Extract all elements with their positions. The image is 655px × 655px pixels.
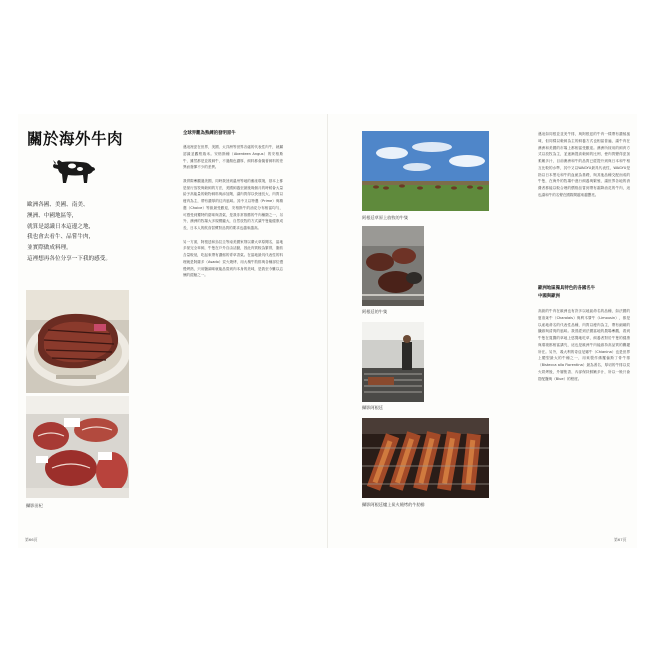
photo-caption: 阿根廷草原上放牧的牛隻	[362, 215, 409, 220]
page-number-left: 第66頁	[25, 537, 38, 542]
intro-line: 這裡想再各位分享一下我的感受。	[27, 255, 111, 262]
photo-meat-counter	[26, 396, 129, 498]
page-title: 關於海外牛肉	[27, 130, 124, 148]
photo-asado-ribs	[362, 418, 489, 498]
column-body	[538, 131, 630, 272]
book-gutter	[327, 114, 328, 548]
intro-line: 澳洲、中國地區等，	[27, 212, 78, 219]
paragraph: 邁這裡更在世界，美國、太洋洲等世界各處的代表性肉牛，就屬認識並觀察瑞米。安格斯種（Aberdeen Angus）的安格斯牛，雖然都是並視飼牛，不過顏色濃厚，飼料都會隨著飼料的差異而發揮不少的差異。	[183, 145, 283, 170]
photo-caption: 攝影阿根廷爐上炭火燒烤的牛肋排	[362, 502, 425, 507]
column-heading: 全球界觀為熟練的發明原牛	[183, 131, 236, 136]
photo-grassland-cattle	[362, 131, 489, 211]
paragraph: 邁這如同根並並美牛排，與阿根廷的牛肉一樣帶有濃郁風味，但同樣以穀飼為主的飼養方式也相當普遍，讓牛肉在澳洲和美國的市場上都相當受歡迎。澳洲所採用的飼育方式以放牧為主，並逐漸提高穀飼的比例，使肉質變得更加柔嫩多汁，目前澳洲和牛的品質已經提升到與日本和牛相互比較的水準，其中又以WAGYU最具代表性，WAGYU是指以日本黑毛和牛的血統為基礎，與其他品種交配而成的牛隻，在海外的牧場中進行飼養與繁殖，讓世界各地的消費者都能以較合理的價格品嘗到帶有霜降油花的牛肉，這也讓和牛的名聲在國際間越來越響亮。	[538, 132, 630, 197]
intro-text	[27, 200, 127, 265]
cow-icon	[50, 155, 96, 187]
photo-cattle-pen	[362, 226, 424, 306]
section-subheading: 中國與歐洲	[538, 294, 560, 299]
paragraph: 另一方面，阿根廷和烏拉圭等南美國家則以廣大草原聞名，當地多採完全草飼，牛隻在戶外自由活動，因此肉質較為緊實，脂肪含量較低，吃起來帶有濃郁的青草香氣。在當地最具代表性的料理就是阿薩多（Asado）炭火燒烤，用大塊牛肋排與各種部位慢慢烤熟，只用鹽調味就能品嘗到肉本身的美味，是我至今難以忘懷的經驗之一。	[183, 239, 283, 278]
photo-caption: 攝影阿根廷	[362, 405, 383, 410]
intro-line: 就算是認識日本這邊之地，	[27, 223, 95, 230]
photo-caption: 攝影田杞	[26, 503, 43, 508]
photo-caption: 阿根廷的牛隻	[362, 309, 388, 314]
intro-line: 歐洲各國、美國、南美、	[27, 202, 89, 208]
intro-line: 並實際做成料理。	[27, 245, 72, 252]
section-heading: 歐洲地區獨具特色的各國名牛	[538, 286, 596, 291]
paragraph: 我實際參觀過美國，同時我回到溫州等地的畜產環境，基本上都是採行放牧與穀飼的方法，美國飼養至最後幾個月的時候會大量給予高能量的穀物飼料與添加劑，讓肉質得以快速長大，肉質以瘦肉為主，帶有濃厚的紅肉風味。其中又以特選（Prime）與精選（Choice）等級最受歡迎，安格斯牛的油花分布相當均勻，可感受到獨特的甜味與香氣，是我非常推薦的牛肉種類之一，另外，澳洲的牧場大多規模龐大，自然放牧的方式讓牛隻能健康成長，日本人的飲食習慣對品質的要求也越來越高。	[183, 178, 283, 230]
intro-line: 我也會去看牛、品嘗牛肉，	[27, 234, 95, 241]
column-body	[538, 308, 630, 516]
photo-grilled-steak	[26, 290, 129, 393]
page-number-right: 第67頁	[614, 537, 627, 542]
paragraph: 高級的牛肉在歐洲也有許多以地區命名的品種，如法國的夏洛萊牛（Charolais）與利木贊牛（Limousin），都是以產地命名的代表性品種，肉質以瘦肉為主，帶有細緻的纖維與清爽的風味。我曾經到法國當地的農場參觀，看到牛隻在寬闊的草地上悠閒地吃草，飼養者對於牛隻的健康與環境都相當講究，這也是歐洲牛肉能維持高品質的關鍵所在。另外，義大利的奇亞尼娜牛（Chianina）也是世界上體型最大的牛種之一，用來製作佛羅倫斯丁骨牛排（Bistecca alla Fiorentina）最為著名，厚切的牛排以炭火烘烤後，外層焦香、內部保持鮮嫩多汁，所以一般只會搭配鹽與（Blue）的程度。	[538, 309, 630, 381]
column-body	[183, 144, 283, 516]
photo-bbq-grill	[362, 322, 424, 402]
